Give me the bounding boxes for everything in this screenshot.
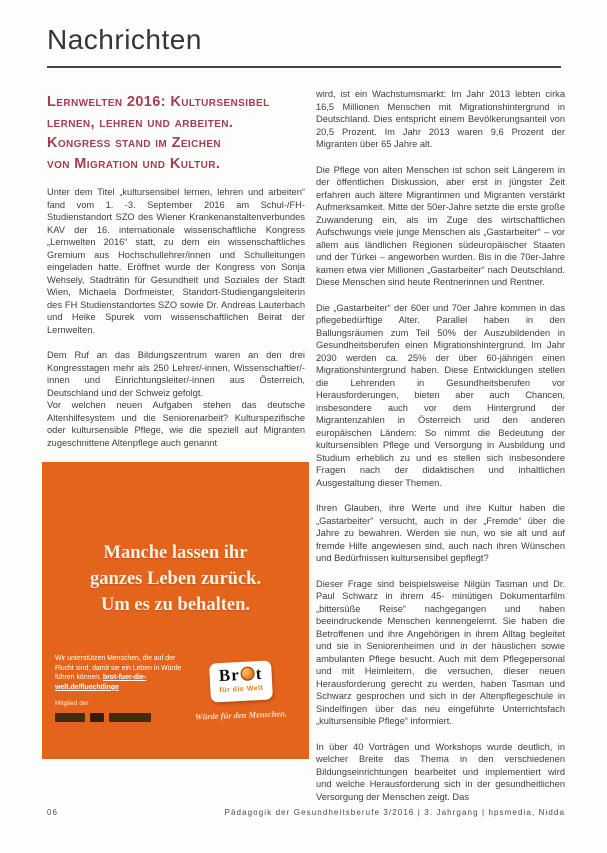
paragraph: In über 40 Vorträgen und Workshops wurde deutlich, in welcher Breite das Thema in den verschiedenen Bildungseinrichtungen bearbeitet und implementiert wird und welche Herausforderung sich in der gesundheitlichen Versorgung der Menschen zeigt. Das [316,741,565,802]
paragraph: Unter dem Titel „kultursensibel lernen, lehren und arbeiten“ fand vom 1. -3. September 2016 am Schul-/FH-Studienstandort SZO des Wiener Krankenanstaltenverbundes KAV der 16. internationale wissenschaftliche Kongress „Lernwelten 2016“ statt, zu dem ein wissenschaftliches Gremium aus Hochschullehrer/innen und Schulleitungen eingeladen hatte. Eröffnet wurde der Kongress von Sonja Wehsely, Stadträtin für Gesundheit und Soziales der Stadt Wien, Michaela Dorfmeister, Standort-Studiengangsleiterin des FH Studienstandortes SZO sowie Dr. Andreas Lauterbach und Heike Spurek vom wissenschaftlichen Beirat der Lernwelten. [47,187,305,335]
page-footer [47,808,565,817]
ad-headline-line: Manche lassen ihr [103,543,248,563]
page-title: Nachrichten [47,24,202,55]
paragraph: wird, ist ein Wachstumsmarkt: Im Jahr 2013 lebten cirka 16,5 Millionen Menschen mit Migrationshintergrund in Deutschland. Dies entspricht einem Bevölkerungsanteil von 20,5 Prozent. Im Jahr 2013 waren 9,6 Prozent der Migranten über 65 Jahre alt. [316,89,565,149]
heading-line: Kongress stand im Zeichen [47,135,222,151]
ad-tagline: Würde für den Menschen. [194,707,288,722]
paragraph: Dieser Frage sind beispielsweise Nilgün Tasman und Dr. Paul Schwarz in ihrem 45- minütigen Dokumentarfilm „bittersüße Reise“ nachgegangen und haben beeindruckende Menschen kennengelernt. Sie haben die Betroffenen und ihre Angehörigen in ihrem Alltag begleitet und sie in Seniorenheimen und in der häuslichen sowie ambulanten Pflege besucht. Auch mit dem Pflegepersonal und mit Heimleitern, die versuchen, dieser neuen Herausforderung gerecht zu werden, haben Tasman und Schwarz gesprochen und sich in der Altenpflegeschule in Sindelfingen über das neu eingeführte Unterrichtsfach „kultursensible Pflege“ informiert. [316,578,565,726]
ad-headline-line: ganzes Leben zurück. [89,569,262,589]
article-body [47,88,565,816]
paragraph: Die Pflege von alten Menschen ist schon seit Längerem in der öffentlichen Diskussion, aber erst in jüngster Zeit erfahren auch ältere Migrantinnen und Migranten verstärkt Aufmerksamkeit. Mitte der 50er-Jahre setzte die erste große Zuwanderung ein, als im Zuge des wirtschaftlichen Aufschwungs viele junge Menschen als „Gastarbeiter“ – vor allem aus ländlichen Regionen südeuropäischer Staaten und der Türkei – angeworben wurden. Bis in die 70er-Jahre kamen etwa vier Millionen „Gastarbeiter“ nach Deutschland. Diese Menschen sind heute Rentnerinnen und Rentner. [316,164,565,287]
heading-line: Lernwelten 2016: Kultursensibel [47,94,270,110]
advertisement-brot-fuer-die-welt [42,462,309,759]
heading-line: von Migration und Kultur. [47,155,221,172]
brot-fuer-die-welt-logo [209,660,273,702]
membership-logo [55,713,85,722]
ad-copy: Wir unterstützen Menschen, die auf der Flucht sind, damit sie ein Leben in Würde führen können. [55,655,182,682]
left-column [47,88,305,816]
ad-headline-line: Um es zu behalten. [100,595,251,615]
paragraph: Vor welchen neuen Aufgaben stehen das deutsche Altenhilfesystem und die Seniorenarbeit? Kulturspezifische oder kultursensible Pflege, wie die speziell auf Migranten zugeschnittene Altenpflege auch genannt [47,400,305,448]
journal-info: Pädagogik der Gesundheitsberufe 3/2016 | 3. Jahrgang | hpsmedia, Nidda [224,808,565,817]
membership-logo-strip [55,713,183,722]
logo-wordmark: Br t [218,663,263,686]
ad-body-text [55,654,183,722]
ad-brand-block [187,662,295,721]
membership-logo [109,713,151,722]
article-heading [47,92,305,174]
grain-emblem-icon [240,666,255,681]
heading-line: lernen, lehren und arbeiten. [47,114,234,131]
logo-subline: für die Welt [219,684,264,695]
membership-logo [90,713,104,722]
ad-url: brot-fuer-die-welt.de/fluechtlinge [55,674,147,691]
ad-headline [42,540,309,618]
paragraph: Ihren Glauben, ihre Werte und ihre Kultur haben die „Gastarbeiter“ versucht, auch in der „Fremde“ über die Jahre zu bewahren. Werden sie nun, wo sie alt und auf fremde Hilfe angewiesen sind, auch nach ihren Wünschen und Bedürfnissen kultursensibel gepflegt? [316,503,565,563]
paragraph: Die „Gastarbeiter“ der 60er und 70er Jahre kommen in das pflegebedürftige Alter. Parallel haben in den Ballungsräumen zum Teil 50% der Auszubildenden in Gesundheitsberufen einen Migrationshintergrund. Im Jahr 2030 werden ca. 25% der über 60-jährigen einen Migrationshintergrund haben. Diese Entwicklungen stellen die Lehrenden in Gesundheitsberufen vor Herausforderungen, bieten aber auch Chancen, insbesondere auch vor dem Hintergrund der Migrantenzahlen in Österreich und den anderen europäischen Ländern: So nimmt die Bedeutung der kultursensiblen Pflege und Versorgung in Ausbildung und Studium erheblich zu und es stellen sich insbesondere Fragen nach der didaktischen und inhaltlichen Ausgestaltung dieser Themen. [316,302,565,488]
ad-membership-text: Mitglied der [55,700,89,708]
title-divider [47,66,561,68]
page-number: 06 [47,808,59,817]
right-column [316,88,565,816]
paragraph: Dem Ruf an das Bildungszentrum waren an den drei Kongresstagen mehr als 250 Lehrer/-innen, Wissenschaftler/-innen und Einrichtungsleiter/-innen aus Österreich, Deutschland und der Schweiz gefolgt. [47,350,305,398]
